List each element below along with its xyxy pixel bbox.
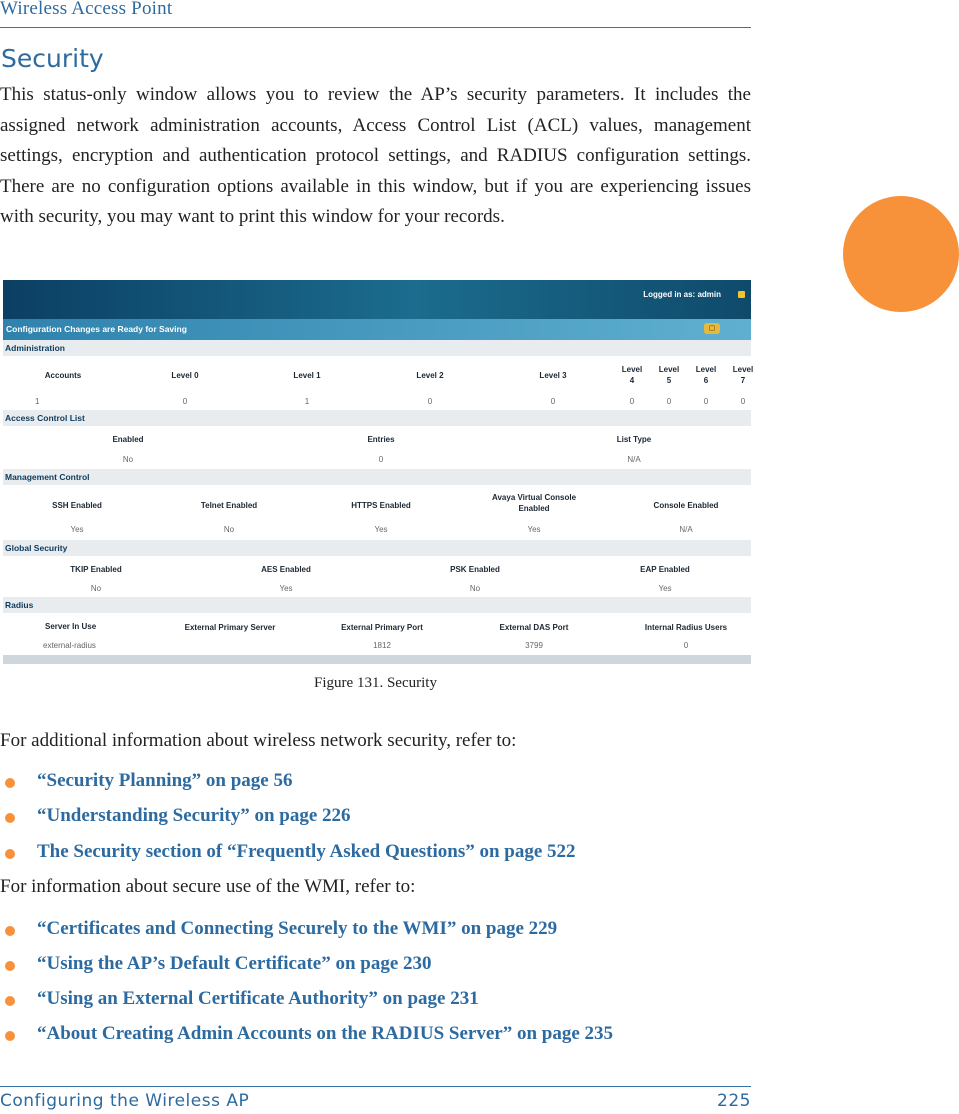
logged-in-status: Logged in as: admin: [643, 290, 721, 299]
section-acl-title: Access Control List: [5, 413, 85, 423]
admin-header: Accounts: [44, 371, 82, 380]
link-radius-admin-accounts[interactable]: [37, 1023, 613, 1045]
admin-value: 0: [629, 397, 635, 406]
acl-header: Entries: [367, 435, 395, 444]
section-global-security: [3, 540, 751, 556]
section-title: Security: [1, 44, 104, 73]
radius-header: Server In Use: [45, 622, 97, 631]
footer-chapter: Configuring the Wireless AP: [0, 1091, 250, 1111]
global-header: EAP Enabled: [640, 565, 690, 574]
acl-value: 0: [378, 455, 384, 464]
logout-icon[interactable]: [738, 291, 745, 298]
link-external-ca[interactable]: [37, 988, 479, 1010]
acl-header: List Type: [616, 435, 652, 444]
admin-value: 0: [550, 397, 556, 406]
mgmt-value: No: [223, 525, 235, 534]
bullet-icon: [5, 1031, 15, 1041]
section-management: [3, 469, 751, 485]
link-text: The Security section of “Frequently Asked Questions” on page 522: [37, 841, 576, 862]
link-text: “Security Planning” on page 56: [37, 770, 293, 791]
link-understanding-security[interactable]: [37, 805, 351, 827]
acl-value: No: [122, 455, 134, 464]
admin-header: Level 0: [171, 371, 199, 380]
bullet-icon: [5, 849, 15, 859]
bullet-icon: [5, 813, 15, 823]
radius-header: Internal Radius Users: [644, 623, 728, 632]
chapter-tab-marker: [843, 196, 959, 312]
link-text: “Understanding Security” on page 226: [37, 805, 351, 826]
bullet-icon: [5, 996, 15, 1006]
footer-rule: [0, 1086, 751, 1087]
link-security-planning[interactable]: [37, 770, 292, 792]
save-config-icon[interactable]: ▢: [704, 323, 720, 334]
bullet-icon: [5, 926, 15, 936]
radius-header: External DAS Port: [499, 623, 569, 632]
mgmt-value: Yes: [70, 525, 84, 534]
admin-header: Level 5: [658, 365, 680, 385]
section-radius: [3, 597, 751, 613]
intro-paragraph: This status-only window allows you to review the AP’s security parameters. It includes the assigned network administration accounts, Access Control List (ACL) values, management settings, encryption and authentication protocol settings, and RADIUS configuration settings. There are no configuration options available in this window, but if you are experiencing issues with security, you may want to print this window for your records.: [0, 84, 751, 227]
link-default-certificate[interactable]: [37, 953, 432, 975]
radius-value: 3799: [525, 641, 543, 650]
link-text: “Using an External Certificate Authority” on page 231: [37, 988, 479, 1009]
radius-header: External Primary Server: [184, 623, 276, 632]
admin-value: 0: [703, 397, 709, 406]
admin-header: Level 1: [293, 371, 321, 380]
figure-bottom-bar: [3, 655, 751, 664]
header-rule: [0, 27, 751, 28]
figure-caption: Figure 131. Security: [314, 675, 437, 691]
wmi-refs-intro: For information about secure use of the WMI, refer to:: [0, 876, 416, 897]
admin-value: 1: [304, 397, 310, 406]
admin-header: Level 2: [416, 371, 444, 380]
mgmt-value: Yes: [527, 525, 541, 534]
global-header: TKIP Enabled: [70, 565, 122, 574]
link-text: “Certificates and Connecting Securely to the WMI” on page 229: [37, 918, 558, 939]
bullet-icon: [5, 778, 15, 788]
admin-header: Level 4: [621, 365, 643, 385]
admin-header: Level 7: [732, 365, 754, 385]
global-value: Yes: [279, 584, 293, 593]
radius-header: External Primary Port: [341, 623, 423, 632]
mgmt-header: Telnet Enabled: [200, 501, 258, 510]
global-value: No: [90, 584, 102, 593]
save-banner: [3, 319, 751, 340]
link-text: “Using the AP’s Default Certificate” on page 230: [37, 953, 432, 974]
admin-header: Level 6: [695, 365, 717, 385]
footer-page-number: 225: [717, 1091, 751, 1111]
bullet-icon: [5, 961, 15, 971]
mgmt-header: HTTPS Enabled: [351, 501, 411, 510]
admin-value: 0: [427, 397, 433, 406]
mgmt-value: Yes: [374, 525, 388, 534]
section-administration: [3, 340, 751, 356]
radius-value: 1812: [373, 641, 391, 650]
acl-header: Enabled: [112, 435, 144, 444]
section-management-title: Management Control: [5, 472, 90, 482]
mgmt-header: SSH Enabled: [52, 501, 102, 510]
global-header: PSK Enabled: [450, 565, 500, 574]
wmi-header-bar: [3, 280, 751, 319]
save-banner-text: Configuration Changes are Ready for Saving: [6, 324, 187, 334]
section-acl: [3, 410, 751, 426]
running-header-title: Wireless Access Point: [0, 0, 173, 19]
mgmt-value: N/A: [679, 525, 693, 534]
global-header: AES Enabled: [261, 565, 311, 574]
mgmt-header: Console Enabled: [653, 501, 719, 510]
section-global-security-title: Global Security: [5, 543, 68, 553]
admin-value: 0: [740, 397, 746, 406]
link-security-faq[interactable]: [37, 841, 576, 863]
radius-value: external-radius: [43, 641, 96, 650]
section-radius-title: Radius: [5, 600, 34, 610]
admin-value: 0: [666, 397, 672, 406]
admin-value: 1: [35, 397, 40, 406]
security-refs-intro: For additional information about wireless network security, refer to:: [0, 730, 517, 751]
mgmt-header: Avaya Virtual Console Enabled: [491, 493, 577, 513]
radius-value: 0: [683, 641, 689, 650]
section-administration-title: Administration: [5, 343, 65, 353]
global-value: Yes: [658, 584, 672, 593]
admin-header: Level 3: [539, 371, 567, 380]
security-screenshot-figure: [3, 280, 754, 664]
admin-value: 0: [182, 397, 188, 406]
acl-value: N/A: [627, 455, 641, 464]
link-text: “About Creating Admin Accounts on the RADIUS Server” on page 235: [37, 1023, 614, 1044]
global-value: No: [469, 584, 481, 593]
link-certificates-wmi[interactable]: [37, 918, 557, 940]
